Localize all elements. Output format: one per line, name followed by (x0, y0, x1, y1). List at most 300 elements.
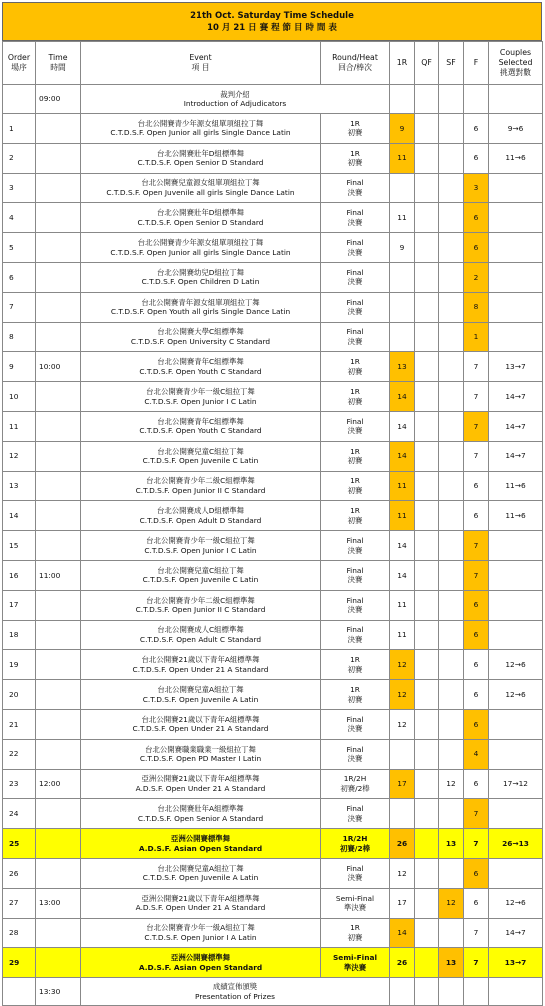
row-couples: 26→13 (489, 829, 543, 859)
row-sf (439, 680, 464, 710)
row-event: 亞洲公開賽21歲以下青年A組標準舞 A.D.S.F. Open Under 21 A Standard (81, 888, 321, 918)
row-event: 亞洲公開賽21歲以下青年A組標準舞 A.D.S.F. Open Under 21 A Standard (81, 769, 321, 799)
row-sf (439, 441, 464, 471)
row-f: 6 (464, 650, 489, 680)
row-order: 12 (3, 441, 36, 471)
row-1r: 11 (390, 590, 415, 620)
row-order: 2 (3, 143, 36, 173)
row-round-heat: 1R 初賽 (321, 501, 390, 531)
row-order: 3 (3, 173, 36, 203)
row-sf (439, 471, 464, 501)
row-sf (439, 590, 464, 620)
col-couples: Couples Selected 挑選對數 (489, 42, 543, 85)
row-1r: 14 (390, 411, 415, 441)
row-time (36, 173, 81, 203)
row-couples (489, 292, 543, 322)
row-time (36, 948, 81, 978)
row-round-heat: 1R 初賽 (321, 918, 390, 948)
row-1r: 12 (390, 680, 415, 710)
col-f: F (464, 42, 489, 85)
row-1r: 9 (390, 114, 415, 144)
row-sf (439, 560, 464, 590)
row-1r (390, 322, 415, 352)
row-sf (439, 501, 464, 531)
row-qf (415, 650, 439, 680)
row-time (36, 501, 81, 531)
row-round-heat: Final 決賽 (321, 173, 390, 203)
row-event: 台北公開賽青少年源女組單項組拉丁舞 C.T.D.S.F. Open Junior all girls Single Dance Latin (81, 233, 321, 263)
row-1r: 13 (390, 352, 415, 382)
row-qf (415, 680, 439, 710)
row-round-heat: 1R 初賽 (321, 650, 390, 680)
row-time: 11:00 (36, 560, 81, 590)
row-order: 15 (3, 531, 36, 561)
schedule-sheet (2, 2, 542, 1006)
row-time (36, 114, 81, 144)
row-1r: 17 (390, 888, 415, 918)
row-round-heat: 1R 初賽 (321, 114, 390, 144)
row-round-heat: Final 決賽 (321, 233, 390, 263)
row-time (36, 411, 81, 441)
row-qf (415, 918, 439, 948)
row-sf (439, 739, 464, 769)
row-qf (415, 620, 439, 650)
table-row (3, 918, 543, 948)
row-f: 6 (464, 858, 489, 888)
row-round-heat: Final 決賽 (321, 620, 390, 650)
row-event: 台北公開賽青年C組標準舞 C.T.D.S.F. Open Youth C Standard (81, 352, 321, 382)
row-f: 3 (464, 173, 489, 203)
table-row (3, 590, 543, 620)
row-event: 台北公開賽兒童C組拉丁舞 C.T.D.S.F. Open Juvenile C Latin (81, 560, 321, 590)
row-couples: 12→6 (489, 650, 543, 680)
row-event: 台北公開賽青年C組標準舞 C.T.D.S.F. Open Youth C Standard (81, 411, 321, 441)
row-couples: 14→7 (489, 441, 543, 471)
row-sf (439, 858, 464, 888)
table-row (3, 560, 543, 590)
row-order: 25 (3, 829, 36, 859)
banner-title-en: 21th Oct. Saturday Time Schedule (190, 10, 354, 21)
table-row (3, 471, 543, 501)
row-round-heat: Final 決賽 (321, 560, 390, 590)
row-1r: 11 (390, 203, 415, 233)
row-couples: 9→6 (489, 114, 543, 144)
row-order: 27 (3, 888, 36, 918)
row-couples (489, 739, 543, 769)
row-qf (415, 322, 439, 352)
row-order: 22 (3, 739, 36, 769)
row-time (36, 471, 81, 501)
row-couples (489, 709, 543, 739)
row-couples: 14→7 (489, 918, 543, 948)
row-time (36, 262, 81, 292)
table-row (3, 292, 543, 322)
row-event: 台北公開賽青少年一級C組拉丁舞 C.T.D.S.F. Open Junior I C Latin (81, 382, 321, 412)
row-f: 1 (464, 322, 489, 352)
row-time (36, 531, 81, 561)
prize-time: 13:30 (36, 978, 81, 1006)
row-f: 7 (464, 531, 489, 561)
row-sf (439, 918, 464, 948)
row-sf (439, 262, 464, 292)
row-qf (415, 560, 439, 590)
row-round-heat: 1R/2H 初賽/2棒 (321, 769, 390, 799)
row-order: 6 (3, 262, 36, 292)
row-time (36, 858, 81, 888)
table-row (3, 769, 543, 799)
row-1r: 14 (390, 560, 415, 590)
row-f: 6 (464, 680, 489, 710)
row-sf (439, 203, 464, 233)
row-order: 1 (3, 114, 36, 144)
prize-row (3, 978, 543, 1006)
row-sf (439, 799, 464, 829)
row-1r: 12 (390, 650, 415, 680)
row-order: 7 (3, 292, 36, 322)
row-round-heat: Semi-Final 準決賽 (321, 948, 390, 978)
row-event: 台北公開賽兒童源女組單項組拉丁舞 C.T.D.S.F. Open Juvenile all girls Single Dance Latin (81, 173, 321, 203)
row-f: 8 (464, 292, 489, 322)
row-qf (415, 531, 439, 561)
row-qf (415, 858, 439, 888)
row-sf (439, 382, 464, 412)
row-qf (415, 411, 439, 441)
row-order: 14 (3, 501, 36, 531)
row-f: 6 (464, 501, 489, 531)
prize-event: 成績宣佈頒獎 Presentation of Prizes (81, 978, 390, 1006)
table-row (3, 501, 543, 531)
row-event: 台北公開賽青年源女組單項組拉丁舞 C.T.D.S.F. Open Youth all girls Single Dance Latin (81, 292, 321, 322)
row-couples: 17→12 (489, 769, 543, 799)
row-round-heat: 1R 初賽 (321, 143, 390, 173)
row-round-heat: Final 決賽 (321, 531, 390, 561)
row-event: 台北公開賽兒童A組拉丁舞 C.T.D.S.F. Open Juvenile A Latin (81, 858, 321, 888)
row-f: 6 (464, 233, 489, 263)
row-1r (390, 173, 415, 203)
row-qf (415, 888, 439, 918)
row-qf (415, 441, 439, 471)
row-event: 台北公開賽壯年D組標準舞 C.T.D.S.F. Open Senior D Standard (81, 143, 321, 173)
row-f: 7 (464, 411, 489, 441)
row-round-heat: Final 決賽 (321, 262, 390, 292)
row-order: 28 (3, 918, 36, 948)
row-event: 台北公開賽青少年一級A組拉丁舞 C.T.D.S.F. Open Junior I A Latin (81, 918, 321, 948)
table-row (3, 680, 543, 710)
row-qf (415, 799, 439, 829)
row-1r: 17 (390, 769, 415, 799)
row-sf: 12 (439, 769, 464, 799)
row-qf (415, 709, 439, 739)
row-order: 4 (3, 203, 36, 233)
row-time (36, 829, 81, 859)
row-1r: 14 (390, 531, 415, 561)
row-event: 台北公開賽職業職業一級組拉丁舞 C.T.D.S.F. Open PD Master I Latin (81, 739, 321, 769)
row-f: 6 (464, 709, 489, 739)
row-couples: 11→6 (489, 471, 543, 501)
table-row (3, 739, 543, 769)
row-f: 6 (464, 114, 489, 144)
row-order: 26 (3, 858, 36, 888)
row-time (36, 322, 81, 352)
col-event: Event 項 目 (81, 42, 321, 85)
row-1r: 14 (390, 918, 415, 948)
row-event: 台北公開賽21歲以下青年A組標準舞 C.T.D.S.F. Open Under 21 A Standard (81, 709, 321, 739)
row-qf (415, 262, 439, 292)
row-event: 台北公開賽兒童A組拉丁舞 C.T.D.S.F. Open Juvenile A Latin (81, 680, 321, 710)
row-couples (489, 173, 543, 203)
row-time (36, 441, 81, 471)
row-qf (415, 590, 439, 620)
row-1r (390, 799, 415, 829)
row-round-heat: 1R/2H 初賽/2棒 (321, 829, 390, 859)
row-1r: 12 (390, 709, 415, 739)
row-time (36, 918, 81, 948)
row-couples (489, 560, 543, 590)
row-1r: 26 (390, 829, 415, 859)
row-order: 20 (3, 680, 36, 710)
row-event: 台北公開賽壯年D組標準舞 C.T.D.S.F. Open Senior D Standard (81, 203, 321, 233)
row-sf (439, 411, 464, 441)
row-qf (415, 292, 439, 322)
row-qf (415, 382, 439, 412)
row-order: 18 (3, 620, 36, 650)
table-row (3, 531, 543, 561)
row-time (36, 382, 81, 412)
row-qf (415, 471, 439, 501)
row-f: 6 (464, 143, 489, 173)
row-1r (390, 292, 415, 322)
row-f: 7 (464, 382, 489, 412)
row-f: 6 (464, 590, 489, 620)
row-time (36, 233, 81, 263)
col-order: Order 場序 (3, 42, 36, 85)
table-row (3, 352, 543, 382)
row-couples (489, 799, 543, 829)
col-qf: QF (415, 42, 439, 85)
row-couples: 11→6 (489, 501, 543, 531)
table-row (3, 948, 543, 978)
row-qf (415, 233, 439, 263)
row-event: 台北公開賽21歲以下青年A組標準舞 C.T.D.S.F. Open Under 21 A Standard (81, 650, 321, 680)
row-order: 13 (3, 471, 36, 501)
intro-time: 09:00 (36, 85, 81, 114)
row-round-heat: Final 決賽 (321, 739, 390, 769)
row-round-heat: 1R 初賽 (321, 680, 390, 710)
row-1r: 11 (390, 143, 415, 173)
row-order: 19 (3, 650, 36, 680)
row-f: 6 (464, 471, 489, 501)
row-1r: 11 (390, 501, 415, 531)
schedule-table (2, 41, 543, 1006)
row-qf (415, 114, 439, 144)
row-1r (390, 739, 415, 769)
row-order: 8 (3, 322, 36, 352)
row-order: 9 (3, 352, 36, 382)
row-sf (439, 322, 464, 352)
row-order: 10 (3, 382, 36, 412)
row-sf: 13 (439, 948, 464, 978)
row-round-heat: Final 決賽 (321, 590, 390, 620)
schedule-banner (2, 2, 542, 41)
table-row (3, 382, 543, 412)
row-order: 16 (3, 560, 36, 590)
row-qf (415, 501, 439, 531)
row-couples (489, 858, 543, 888)
table-row (3, 233, 543, 263)
table-header-row (3, 42, 543, 85)
row-couples: 11→6 (489, 143, 543, 173)
row-event: 台北公開賽成人C組標準舞 C.T.D.S.F. Open Adult C Standard (81, 620, 321, 650)
row-order: 5 (3, 233, 36, 263)
row-order: 24 (3, 799, 36, 829)
row-time: 13:00 (36, 888, 81, 918)
row-event: 台北公開賽成人D組標準舞 C.T.D.S.F. Open Adult D Standard (81, 501, 321, 531)
table-row (3, 829, 543, 859)
row-couples (489, 203, 543, 233)
row-order: 29 (3, 948, 36, 978)
row-sf (439, 650, 464, 680)
intro-event: 裁判介紹 Introduction of Adjudicators (81, 85, 390, 114)
row-order: 11 (3, 411, 36, 441)
col-sf: SF (439, 42, 464, 85)
row-time (36, 590, 81, 620)
row-time (36, 620, 81, 650)
row-1r: 9 (390, 233, 415, 263)
row-f: 2 (464, 262, 489, 292)
table-row (3, 203, 543, 233)
row-order: 21 (3, 709, 36, 739)
row-sf (439, 143, 464, 173)
row-sf (439, 292, 464, 322)
row-1r: 11 (390, 471, 415, 501)
row-round-heat: Final 決賽 (321, 858, 390, 888)
table-row (3, 322, 543, 352)
col-round-heat: Round/Heat 回合/棒次 (321, 42, 390, 85)
row-qf (415, 173, 439, 203)
row-event: 台北公開賽青少年二級C組標準舞 C.T.D.S.F. Open Junior II C Standard (81, 471, 321, 501)
row-f: 7 (464, 441, 489, 471)
row-time (36, 203, 81, 233)
row-sf (439, 173, 464, 203)
table-row (3, 650, 543, 680)
row-couples: 12→6 (489, 888, 543, 918)
table-row (3, 143, 543, 173)
row-couples: 13→7 (489, 352, 543, 382)
row-event: 台北公開賽兒童C組拉丁舞 C.T.D.S.F. Open Juvenile C Latin (81, 441, 321, 471)
row-sf (439, 233, 464, 263)
row-sf (439, 709, 464, 739)
table-row (3, 709, 543, 739)
row-round-heat: Final 決賽 (321, 799, 390, 829)
intro-row (3, 85, 543, 114)
row-1r (390, 262, 415, 292)
table-row (3, 262, 543, 292)
row-qf (415, 769, 439, 799)
row-event: 台北公開賽青少年源女組單項組拉丁舞 C.T.D.S.F. Open Junior all girls Single Dance Latin (81, 114, 321, 144)
row-round-heat: Final 決賽 (321, 411, 390, 441)
row-round-heat: Final 決賽 (321, 709, 390, 739)
row-sf (439, 531, 464, 561)
row-f: 7 (464, 560, 489, 590)
row-f: 4 (464, 739, 489, 769)
row-f: 6 (464, 769, 489, 799)
row-f: 6 (464, 620, 489, 650)
row-1r: 12 (390, 858, 415, 888)
row-qf (415, 948, 439, 978)
row-order: 17 (3, 590, 36, 620)
row-round-heat: 1R 初賽 (321, 441, 390, 471)
row-couples (489, 531, 543, 561)
row-f: 6 (464, 203, 489, 233)
row-round-heat: Final 決賽 (321, 322, 390, 352)
row-event: 台北公開賽壯年A組標準舞 C.T.D.S.F. Open Senior A Standard (81, 799, 321, 829)
row-time (36, 143, 81, 173)
row-round-heat: 1R 初賽 (321, 471, 390, 501)
row-couples (489, 262, 543, 292)
row-round-heat: Final 決賽 (321, 292, 390, 322)
row-sf: 12 (439, 888, 464, 918)
row-f: 7 (464, 829, 489, 859)
row-time (36, 739, 81, 769)
row-couples (489, 233, 543, 263)
table-row (3, 888, 543, 918)
row-1r: 26 (390, 948, 415, 978)
row-event: 亞洲公開賽標準舞 A.D.S.F. Asian Open Standard (81, 948, 321, 978)
row-1r: 14 (390, 441, 415, 471)
row-event: 台北公開賽大學C組標準舞 C.T.D.S.F. Open University C Standard (81, 322, 321, 352)
row-couples: 13→7 (489, 948, 543, 978)
row-couples: 12→6 (489, 680, 543, 710)
row-qf (415, 203, 439, 233)
col-time: Time 時間 (36, 42, 81, 85)
row-sf (439, 620, 464, 650)
row-round-heat: 1R 初賽 (321, 352, 390, 382)
row-qf (415, 143, 439, 173)
row-time: 10:00 (36, 352, 81, 382)
row-event: 台北公開賽青少年一級C組拉丁舞 C.T.D.S.F. Open Junior I C Latin (81, 531, 321, 561)
row-couples (489, 322, 543, 352)
row-f: 7 (464, 799, 489, 829)
row-event: 台北公開賽青少年二級C組標準舞 C.T.D.S.F. Open Junior II C Standard (81, 590, 321, 620)
row-time (36, 709, 81, 739)
row-time (36, 799, 81, 829)
row-time (36, 292, 81, 322)
table-row (3, 620, 543, 650)
row-round-heat: 1R 初賽 (321, 382, 390, 412)
row-round-heat: Final 決賽 (321, 203, 390, 233)
row-time (36, 650, 81, 680)
row-f: 7 (464, 352, 489, 382)
row-sf (439, 352, 464, 382)
row-couples: 14→7 (489, 382, 543, 412)
row-sf: 13 (439, 829, 464, 859)
table-row (3, 799, 543, 829)
table-row (3, 173, 543, 203)
table-row (3, 441, 543, 471)
row-couples (489, 620, 543, 650)
table-row (3, 411, 543, 441)
row-couples (489, 590, 543, 620)
row-f: 7 (464, 918, 489, 948)
row-event: 台北公開賽幼兒D組拉丁舞 C.T.D.S.F. Open Children D Latin (81, 262, 321, 292)
col-1r: 1R (390, 42, 415, 85)
row-qf (415, 739, 439, 769)
row-f: 7 (464, 948, 489, 978)
row-qf (415, 352, 439, 382)
row-time (36, 680, 81, 710)
row-round-heat: Semi-Final 準決賽 (321, 888, 390, 918)
row-sf (439, 114, 464, 144)
